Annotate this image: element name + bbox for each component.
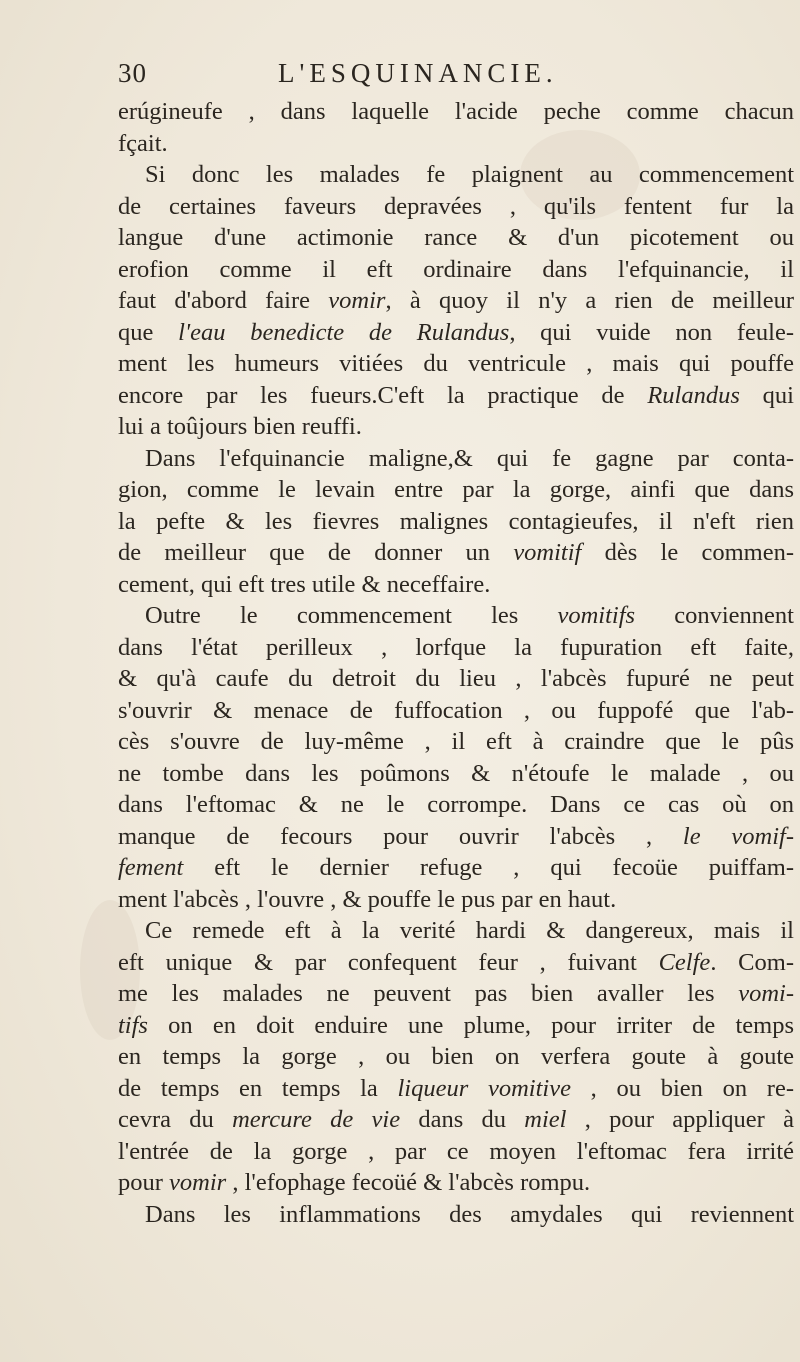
text-line bbox=[118, 285, 794, 317]
text-span: pour bbox=[118, 1169, 170, 1196]
text-span: fçait. bbox=[118, 129, 168, 157]
text-span: de temps en temps la bbox=[118, 1074, 398, 1102]
text-span: erúgineufe , dans laquelle l'acide peche comme chacun bbox=[118, 98, 794, 125]
text-line bbox=[118, 380, 794, 412]
text-line bbox=[118, 726, 794, 758]
text-span: s'ouvrir & menace de fuffocation , ou fuppofé que l'ab- bbox=[118, 696, 794, 724]
text-line bbox=[118, 411, 794, 443]
text-span: . Com- bbox=[710, 948, 794, 976]
text-span: , qui vuide non feule- bbox=[509, 318, 795, 346]
page-header bbox=[118, 58, 678, 94]
italic-text: vomitifs bbox=[557, 602, 636, 629]
text-span: dès le commen- bbox=[581, 539, 794, 566]
text-span: & qu'à caufe du detroit du lieu , l'abcès fupuré ne peut bbox=[118, 665, 794, 692]
text-line bbox=[118, 821, 794, 853]
italic-text: miel bbox=[524, 1106, 567, 1133]
text-span: eft le dernier refuge , qui fecoüe puiffam- bbox=[183, 854, 794, 881]
text-span: on en doit enduire une plume, pour irriter de temps bbox=[147, 1011, 794, 1039]
text-line bbox=[118, 978, 794, 1010]
text-line bbox=[118, 1199, 794, 1231]
text-line bbox=[118, 600, 794, 632]
text-line bbox=[118, 348, 794, 380]
italic-text: l'eau benedicte de Rulandus bbox=[178, 318, 510, 346]
text-span: faut d'abord faire bbox=[118, 287, 329, 314]
text-line bbox=[118, 789, 794, 821]
text-span: manque de fecours pour ouvrir l'abcès , bbox=[118, 822, 683, 850]
italic-text: vomir bbox=[328, 287, 386, 314]
running-title: L'ESQUINANCIE. bbox=[278, 58, 558, 88]
text-line bbox=[118, 222, 794, 254]
italic-text: vomi- bbox=[738, 980, 794, 1007]
text-span: me les malades ne peuvent pas bien avaller les bbox=[118, 980, 739, 1007]
text-span: , à quoy il n'y a rien de meilleur bbox=[385, 287, 794, 314]
text-span: ment l'abcès , l'ouvre , & pouffe le pus par en haut. bbox=[118, 885, 617, 913]
text-line bbox=[118, 1041, 794, 1073]
text-line bbox=[118, 1104, 794, 1136]
body-text bbox=[118, 96, 794, 1230]
italic-text: le vomif- bbox=[682, 822, 794, 850]
text-line bbox=[118, 1167, 794, 1199]
text-line bbox=[118, 884, 794, 916]
text-span: , ou bien on re- bbox=[570, 1074, 794, 1102]
text-span: Si donc les malades fe plaignent au commencement bbox=[145, 161, 794, 188]
text-span: Dans l'efquinancie maligne,& qui fe gagne par conta- bbox=[145, 444, 794, 472]
page-number: 30 bbox=[118, 58, 147, 88]
text-line bbox=[118, 1073, 794, 1105]
italic-text: tifs bbox=[118, 1011, 148, 1039]
text-span: de certaines faveurs depravées , qu'ils fentent fur la bbox=[118, 192, 794, 220]
text-span: Dans les inflammations des amydales qui reviennent bbox=[145, 1200, 794, 1228]
text-span: conviennent bbox=[635, 602, 794, 629]
text-span: langue d'une actimonie rance & d'un picotement ou bbox=[118, 224, 794, 251]
italic-text: fement bbox=[118, 854, 184, 881]
text-line bbox=[118, 695, 794, 727]
text-line bbox=[118, 254, 794, 286]
text-line bbox=[118, 569, 794, 601]
text-span: gion, comme le levain entre par la gorge, ainfi que dans bbox=[118, 476, 794, 503]
text-line bbox=[118, 537, 794, 569]
text-line bbox=[118, 128, 794, 160]
text-line bbox=[118, 474, 794, 506]
text-span: lui a toûjours bien reuffi. bbox=[118, 413, 362, 440]
text-line bbox=[118, 663, 794, 695]
text-span: , pour appliquer à bbox=[566, 1106, 794, 1133]
text-line bbox=[118, 1010, 794, 1042]
text-span: Ce remede eft à la verité hardi & dangereux, mais il bbox=[145, 917, 794, 944]
text-line bbox=[118, 1136, 794, 1168]
text-span: dans l'eftomac & ne le corrompe. Dans ce cas où on bbox=[118, 791, 794, 818]
text-span: , l'efophage fecoüé & l'abcès rompu. bbox=[226, 1169, 591, 1196]
text-span: qui bbox=[739, 381, 794, 409]
text-line bbox=[118, 317, 794, 349]
text-span: en temps la gorge , ou bien on verfera goute à goute bbox=[118, 1043, 794, 1070]
text-line bbox=[118, 443, 794, 475]
text-line bbox=[118, 758, 794, 790]
text-span: cès s'ouvre de luy-même , il eft à craindre que le pûs bbox=[118, 728, 794, 755]
text-span: encore par les fueurs.C'eft la practique de bbox=[118, 381, 648, 409]
text-line bbox=[118, 632, 794, 664]
italic-text: Celfe bbox=[658, 948, 711, 976]
italic-text: vomitif bbox=[513, 539, 582, 566]
text-line bbox=[118, 159, 794, 191]
text-span: l'entrée de la gorge , par ce moyen l'eftomac fera irrité bbox=[118, 1137, 794, 1165]
text-span: ne tombe dans les poûmons & n'étoufe le malade , ou bbox=[118, 759, 794, 787]
text-span: dans du bbox=[400, 1106, 525, 1133]
text-span: cement, qui eft tres utile & neceffaire. bbox=[118, 570, 491, 598]
text-line bbox=[118, 191, 794, 223]
text-span: dans l'état perilleux , lorfque la fupuration eft faite, bbox=[118, 633, 794, 661]
italic-text: vomir bbox=[169, 1169, 227, 1196]
text-span: ment les humeurs vitiées du ventricule , mais qui pouffe bbox=[118, 350, 794, 377]
text-line bbox=[118, 852, 794, 884]
text-span: erofion comme il eft ordinaire dans l'efquinancie, il bbox=[118, 255, 794, 283]
text-line bbox=[118, 947, 794, 979]
italic-text: mercure de vie bbox=[232, 1106, 401, 1133]
text-span: Outre le commencement les bbox=[145, 602, 558, 629]
text-line bbox=[118, 915, 794, 947]
italic-text: liqueur vomitive bbox=[397, 1074, 571, 1102]
text-span: de meilleur que de donner un bbox=[118, 539, 514, 566]
text-line bbox=[118, 96, 794, 128]
text-span: la pefte & les fievres malignes contagieufes, il n'eft rien bbox=[118, 507, 794, 535]
text-span: que bbox=[118, 318, 179, 346]
text-line bbox=[118, 506, 794, 538]
text-span: cevra du bbox=[118, 1106, 233, 1133]
text-span: eft unique & par confequent feur , fuivant bbox=[118, 948, 659, 976]
italic-text: Rulandus bbox=[647, 381, 740, 409]
